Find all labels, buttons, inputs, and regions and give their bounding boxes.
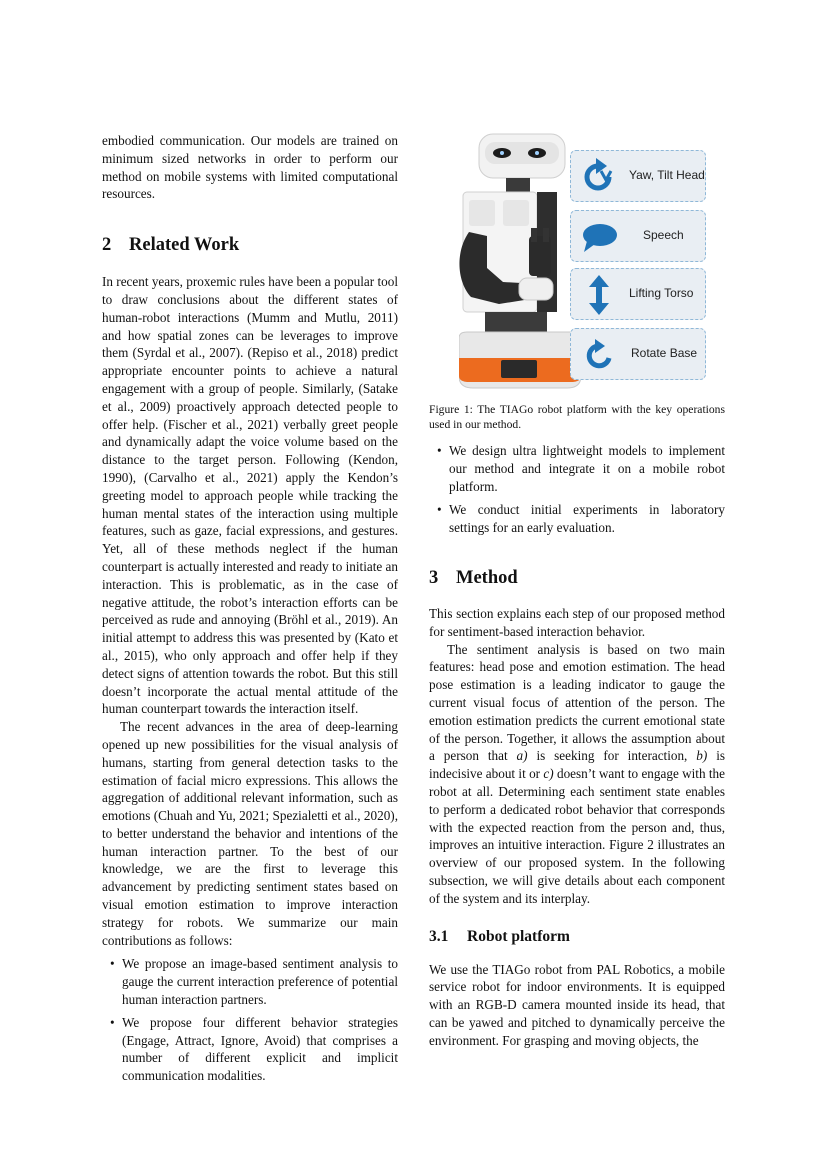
figure-1: [429, 132, 725, 392]
card-speech: [570, 210, 706, 262]
left-column: [102, 132, 398, 1085]
card-lifting-torso: [570, 268, 706, 320]
card-label: Rotate Base: [631, 346, 698, 361]
section-3-1-title: Robot platform: [467, 927, 570, 945]
section-2-title: Related Work: [129, 235, 240, 256]
vertical-arrow-icon: [589, 275, 609, 315]
section-3-1-number: 3.1: [429, 927, 449, 945]
tiago-robot-image: [459, 132, 584, 390]
section-3-1-heading: [429, 927, 725, 947]
list-item-text: We design ultra lightweight models to implement our method and integrate it on a mobile robot platform.: [449, 443, 725, 494]
related-work-paragraph-1: In recent years, proxemic rules have been a popular tool to draw conclusions about the different states of human-robot interactions (Mumm and Mutlu, 2011) and how spatial zones can be leverages to improve them (Syrdal et al., 2007). (Repiso et al., 2018) predict appropriate encounter points to achieve a natural engagement with a group of people. Similarly, (Satake et al., 2009) proactively approach detected people to offer help. (Fischer et al., 2021) verbally greet people and dynamically adapt the voice volume based on the distance to the target person. Following (Kendon, 1990), (Carvalho et al., 2021) apply the Kendon’s greeting model to approach people while tracking the human mental states of the interaction using multiple features, such as gaze, facial expressions, and gestures. Yet, all of these methods neglect if the human counterpart is actually interested and ready to initiate an interaction. This is problematic, as in the case of negative attitude, the robot’s interaction efforts can be perceived as rude and annoying (Bröhl et al., 2019). An initial attempt to address this was presented by (Kato et al., 2015), who only approach and offer help if they detect signs of attention towards the robot. But this still doesn’t incorporate the actual mental attitude of the human counterpart towards the interaction itself.: [102, 274, 398, 717]
list-item-text: We propose an image-based sentiment analysis to gauge the current interaction preference of potential human interaction partners.: [122, 956, 398, 1008]
method-paragraph-1: This section explains each step of our proposed method for sentiment-based interaction behavior.: [429, 605, 725, 639]
bullet-icon: •: [437, 443, 442, 458]
card-label: Speech: [643, 228, 684, 243]
section-2-number: 2: [102, 235, 112, 256]
card-rotate-base: [570, 328, 706, 380]
list-item: [102, 1014, 398, 1085]
bullet-icon: •: [437, 502, 442, 518]
card-label: Yaw, Tilt Head: [629, 168, 705, 183]
section-3-heading: [429, 567, 725, 589]
card-yaw-tilt-head: [570, 150, 706, 202]
section-3-title: Method: [456, 567, 518, 588]
list-item: [102, 955, 398, 1008]
rotate-head-icon: [579, 158, 617, 196]
bullet-icon: •: [110, 1014, 115, 1030]
bullet-icon: •: [110, 956, 115, 972]
list-item: [429, 501, 725, 537]
section-3-number: 3: [429, 567, 439, 588]
list-item-text: We conduct initial experiments in laboratory settings for an early evaluation.: [449, 502, 725, 536]
contributions-list-right: [429, 442, 725, 537]
method-paragraph-2: The sentiment analysis is based on two main features: head pose and emotion estimation. The head pose estimation is a leading indicator to gauge the current visual focus of attention of the person. The emotion estimation predicts the current emotional state of the person. Together, it allows the assumption about a person that a) is seeking for interaction, b) is indecisive about it or c) doesn’t want to engage with the robot at all. Determining each sentiment state enables to perform a dedicated robot behavior that corresponds with the expected reaction from the person and, thus, improves an intuitive interaction. Figure 2 illustrates an overview of our proposed system. In the following subsection, we will give details about each component of the system and its interplay.: [429, 641, 726, 906]
right-column: [429, 132, 725, 1050]
contributions-list-left: [102, 955, 398, 1085]
list-item-text: We propose four different behavior strategies (Engage, Attract, Ignore, Avoid) that comprises a number of different explicit and implicit communication modalities.: [122, 1014, 398, 1084]
speech-bubble-icon: [581, 223, 619, 253]
section-2-heading: [102, 234, 398, 256]
card-label: Lifting Torso: [629, 286, 694, 301]
robot-platform-paragraph: We use the TIAGo robot from PAL Robotics, a mobile service robot for indoor environments. It is equipped with an RGB-D camera mounted inside its head, that can be yawed and pitched to dynamically perceive the environment. For grasping and moving objects, the: [429, 961, 725, 1048]
figure-1-caption: Figure 1: The TIAGo robot platform with the key operations used in our method.: [429, 403, 725, 431]
list-item: [429, 442, 725, 495]
related-work-paragraph-2: The recent advances in the area of deep-learning opened up new possibilities for the visual analysis of humans, starting from general detection tasks to the estimation of facial micro expressions. This allows the aggregation of additional relevant information, such as emotions (Chuah and Yu, 2021; Spezialetti et al., 2020), to better understand the behavior and intentions of the human interaction partner. To the best of our knowledge, we are the first to leverage this advancement by predicting sentiment states based on visual emotion estimation to improve interaction strategy for robots. We summarize our main contributions as follows:: [102, 719, 398, 948]
intro-paragraph: embodied communication. Our models are trained on minimum sized networks in order to perform our method on mobile systems with limited computational resources.: [102, 133, 398, 202]
rotate-base-icon: [583, 338, 617, 372]
